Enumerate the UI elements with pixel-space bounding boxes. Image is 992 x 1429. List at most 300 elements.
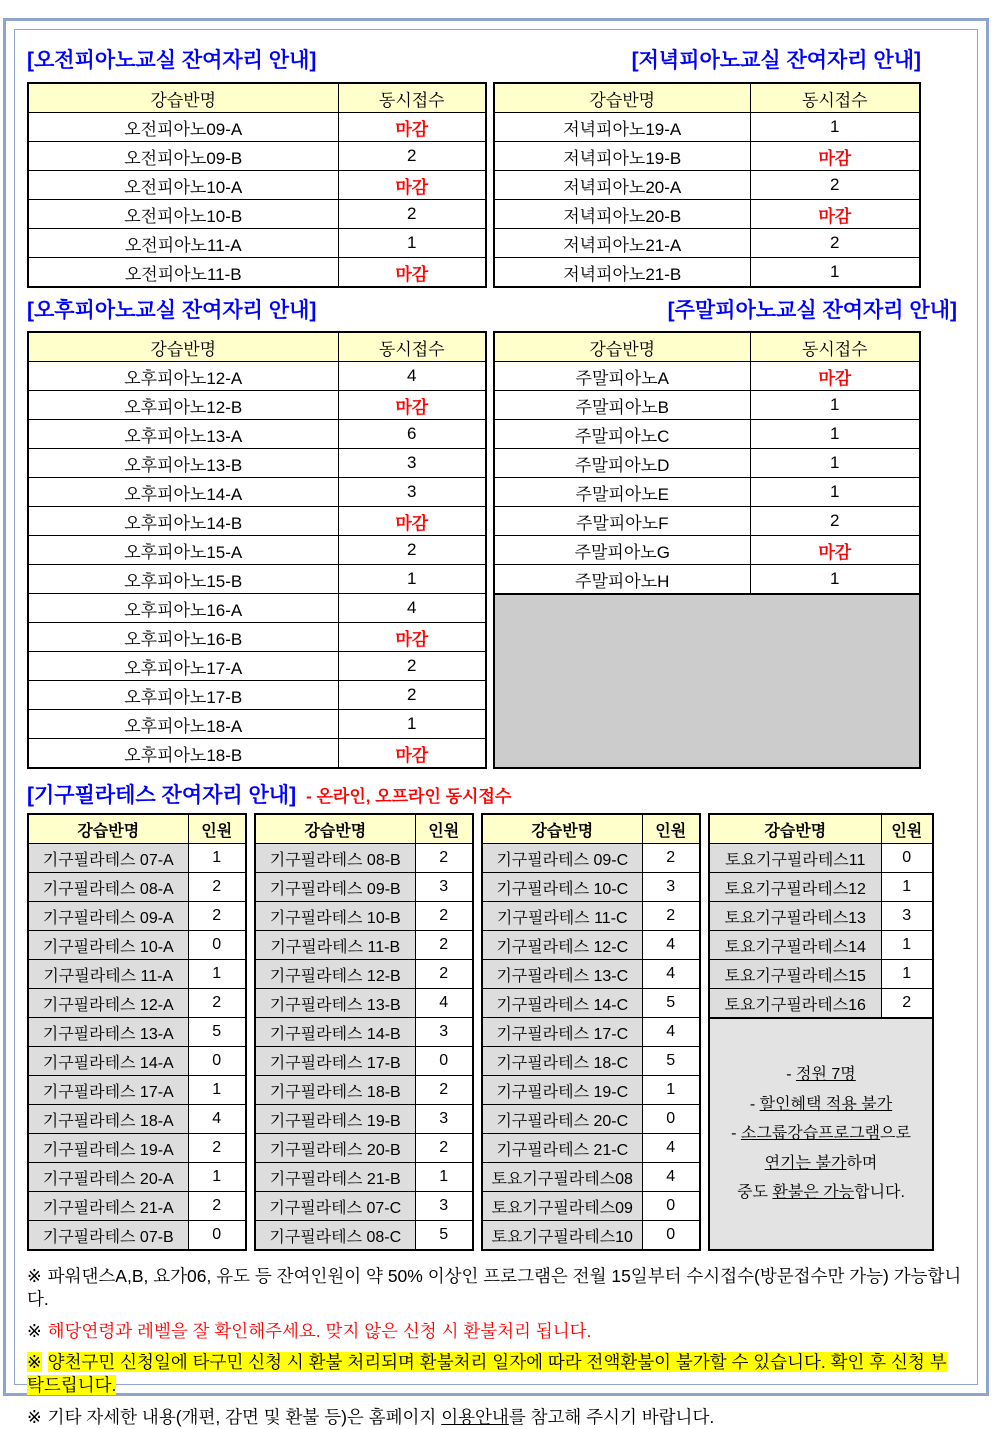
- class-name-cell: 기구필라테스 14-A: [28, 1047, 188, 1076]
- footnote: ※ 해당연령과 레벨을 잘 확인해주세요. 맞지 않은 신청 시 환불처리 됩니다.: [27, 1320, 592, 1341]
- availability-cell: 4: [642, 1018, 700, 1047]
- table-row: [494, 229, 920, 258]
- table-row: [494, 507, 920, 536]
- table-row: [28, 710, 486, 739]
- table-row: [482, 989, 700, 1018]
- table-row: [28, 1018, 246, 1047]
- availability-cell: 2: [338, 536, 486, 565]
- footnote-marker: ※: [27, 1266, 42, 1286]
- class-name-cell: 주말피아노E: [494, 478, 750, 507]
- table-row: [494, 449, 920, 478]
- availability-cell: 마감: [750, 200, 920, 229]
- availability-cell: 2: [188, 989, 246, 1018]
- table-row: [28, 449, 486, 478]
- column-header-class-name: 강습반명: [482, 814, 642, 844]
- column-header-headcount: 인원: [188, 814, 246, 844]
- availability-cell: 1: [188, 960, 246, 989]
- section-title-weekend-piano: [주말피아노교실 잔여자리 안내]: [667, 299, 957, 322]
- table-row: [255, 1076, 473, 1105]
- section-title-afternoon-piano: [오후피아노교실 잔여자리 안내]: [27, 299, 317, 322]
- table-row: [494, 200, 920, 229]
- class-name-cell: 주말피아노C: [494, 420, 750, 449]
- class-name-cell: 오후피아노12-A: [28, 362, 338, 391]
- table-row: [255, 989, 473, 1018]
- empty-cell-filler: [493, 593, 921, 769]
- column-header-headcount: 인원: [642, 814, 700, 844]
- availability-cell: 2: [338, 200, 486, 229]
- class-name-cell: 기구필라테스 11-C: [482, 902, 642, 931]
- table-row: [28, 142, 486, 171]
- table-row: [494, 142, 920, 171]
- morning-piano-table: [27, 82, 487, 288]
- class-name-cell: 기구필라테스 21-A: [28, 1192, 188, 1221]
- table-row: [494, 113, 920, 142]
- table-row: [28, 1163, 246, 1192]
- class-name-cell: 기구필라테스 17-C: [482, 1018, 642, 1047]
- availability-cell: 1: [750, 258, 920, 288]
- class-name-cell: 기구필라테스 12-A: [28, 989, 188, 1018]
- availability-cell: 4: [415, 989, 473, 1018]
- table-row: [28, 623, 486, 652]
- footnote: ※ 기타 자세한 내용(개편, 감면 및 환불 등)은 홈페이지 이용안내를 참고해 주시기 바랍니다.: [27, 1406, 715, 1427]
- weekend-piano-table: [493, 331, 921, 595]
- availability-cell: 3: [415, 1105, 473, 1134]
- class-name-cell: 오후피아노15-B: [28, 565, 338, 594]
- class-name-cell: 기구필라테스 18-B: [255, 1076, 415, 1105]
- table-row: [482, 1105, 700, 1134]
- table-row: [28, 844, 246, 873]
- footnote: ※ 파워댄스A,B, 요가06, 유도 등 잔여인원이 약 50% 이상인 프로그램은 전월 15일부터 수시접수(방문접수만 가능) 가능합니다.: [27, 1266, 962, 1309]
- class-name-cell: 오전피아노10-B: [28, 200, 338, 229]
- table-row: [482, 1192, 700, 1221]
- availability-cell: 0: [642, 1105, 700, 1134]
- class-name-cell: 오후피아노15-A: [28, 536, 338, 565]
- availability-cell: 1: [642, 1076, 700, 1105]
- availability-cell: 2: [642, 844, 700, 873]
- table-row: [28, 113, 486, 142]
- table-row: [482, 1076, 700, 1105]
- column-header-concurrent-registration: 동시접수: [750, 332, 920, 362]
- footnote-marker: ※: [27, 1352, 42, 1373]
- class-name-cell: 토요기구필라테스11: [709, 844, 881, 873]
- table-row: [709, 844, 933, 873]
- availability-cell: 3: [881, 902, 933, 931]
- availability-cell: 5: [415, 1221, 473, 1251]
- notice-document: [15, 30, 977, 1429]
- class-name-cell: 저녁피아노21-A: [494, 229, 750, 258]
- class-name-cell: 기구필라테스 13-B: [255, 989, 415, 1018]
- availability-cell: 1: [750, 391, 920, 420]
- table-row: [28, 652, 486, 681]
- table-row: [709, 931, 933, 960]
- table-row: [482, 1163, 700, 1192]
- class-name-cell: 저녁피아노19-B: [494, 142, 750, 171]
- availability-cell: 4: [642, 931, 700, 960]
- availability-cell: 마감: [338, 391, 486, 420]
- class-name-cell: 기구필라테스 12-B: [255, 960, 415, 989]
- class-name-cell: 오후피아노13-A: [28, 420, 338, 449]
- table-row: [255, 1105, 473, 1134]
- class-name-cell: 기구필라테스 20-B: [255, 1134, 415, 1163]
- availability-cell: 1: [750, 449, 920, 478]
- availability-cell: 마감: [338, 739, 486, 769]
- availability-cell: 마감: [338, 171, 486, 200]
- column-header-headcount: 인원: [881, 814, 933, 844]
- class-name-cell: 기구필라테스 20-A: [28, 1163, 188, 1192]
- class-name-cell: 오후피아노16-B: [28, 623, 338, 652]
- pilates-subtitle: - 온라인, 오프라인 동시접수: [306, 787, 512, 806]
- class-name-cell: 오전피아노11-A: [28, 229, 338, 258]
- pilates-saturday-column: [708, 813, 934, 1251]
- table-row: [28, 989, 246, 1018]
- class-name-cell: 기구필라테스 07-A: [28, 844, 188, 873]
- table-row: [28, 960, 246, 989]
- availability-cell: 3: [338, 449, 486, 478]
- availability-cell: 3: [415, 873, 473, 902]
- table-row: [28, 478, 486, 507]
- class-name-cell: 오전피아노11-B: [28, 258, 338, 288]
- table-row: [255, 1018, 473, 1047]
- note-line: 연기는 불가하며: [764, 1154, 878, 1172]
- note-line: - 정원 7명: [786, 1066, 856, 1084]
- section-title-morning-piano: [오전피아노교실 잔여자리 안내]: [27, 49, 317, 72]
- class-name-cell: 토요기구필라테스10: [482, 1221, 642, 1251]
- column-header-class-name: 강습반명: [494, 332, 750, 362]
- table-row: [482, 1221, 700, 1251]
- column-header-class-name: 강습반명: [28, 332, 338, 362]
- table-row: [28, 507, 486, 536]
- section-title-evening-piano: [저녁피아노교실 잔여자리 안내]: [631, 49, 921, 72]
- table-row: [28, 1047, 246, 1076]
- table-row: [482, 902, 700, 931]
- availability-cell: 5: [188, 1018, 246, 1047]
- table-row: [494, 565, 920, 595]
- footnotes: [27, 1265, 967, 1429]
- page-border-inner: [14, 29, 978, 1427]
- availability-cell: 2: [188, 1192, 246, 1221]
- pilates-policy-note: [708, 1017, 934, 1251]
- availability-cell: 2: [188, 1134, 246, 1163]
- class-name-cell: 기구필라테스 13-C: [482, 960, 642, 989]
- table-row: [28, 420, 486, 449]
- class-name-cell: 기구필라테스 08-B: [255, 844, 415, 873]
- table-row: [255, 902, 473, 931]
- table-row: [28, 200, 486, 229]
- class-name-cell: 기구필라테스 20-C: [482, 1105, 642, 1134]
- availability-cell: 1: [750, 565, 920, 595]
- class-name-cell: 주말피아노H: [494, 565, 750, 595]
- availability-cell: 0: [642, 1221, 700, 1251]
- availability-cell: 2: [415, 844, 473, 873]
- piano-table-pair-bottom: [27, 331, 967, 769]
- table-row: [494, 536, 920, 565]
- availability-cell: 4: [188, 1105, 246, 1134]
- class-name-cell: 기구필라테스 11-A: [28, 960, 188, 989]
- table-row: [482, 873, 700, 902]
- class-name-cell: 기구필라테스 17-A: [28, 1076, 188, 1105]
- table-row: [709, 989, 933, 1019]
- availability-cell: 0: [188, 1047, 246, 1076]
- availability-cell: 1: [415, 1163, 473, 1192]
- availability-cell: 3: [415, 1018, 473, 1047]
- table-row: [28, 565, 486, 594]
- availability-cell: 3: [338, 478, 486, 507]
- table-row: [28, 1221, 246, 1251]
- class-name-cell: 오후피아노14-A: [28, 478, 338, 507]
- table-row: [482, 1018, 700, 1047]
- class-name-cell: 토요기구필라테스08: [482, 1163, 642, 1192]
- pilates-tables-row: [27, 813, 967, 1251]
- class-name-cell: 기구필라테스 11-B: [255, 931, 415, 960]
- table-row: [494, 171, 920, 200]
- class-name-cell: 저녁피아노21-B: [494, 258, 750, 288]
- availability-cell: 2: [415, 1076, 473, 1105]
- class-name-cell: 기구필라테스 08-C: [255, 1221, 415, 1251]
- class-name-cell: 기구필라테스 12-C: [482, 931, 642, 960]
- table-row: [28, 229, 486, 258]
- table-row: [28, 931, 246, 960]
- availability-cell: 2: [750, 229, 920, 258]
- table-row: [28, 536, 486, 565]
- availability-cell: 2: [338, 681, 486, 710]
- availability-cell: 2: [415, 960, 473, 989]
- class-name-cell: 기구필라테스 09-A: [28, 902, 188, 931]
- class-name-cell: 저녁피아노20-A: [494, 171, 750, 200]
- column-header-class-name: 강습반명: [28, 814, 188, 844]
- class-name-cell: 오전피아노09-A: [28, 113, 338, 142]
- class-name-cell: 오후피아노13-B: [28, 449, 338, 478]
- class-name-cell: 기구필라테스 10-C: [482, 873, 642, 902]
- availability-cell: 4: [642, 960, 700, 989]
- table-row: [709, 960, 933, 989]
- footnote-marker: ※: [27, 1406, 42, 1427]
- availability-cell: 2: [750, 507, 920, 536]
- class-name-cell: 기구필라테스 09-C: [482, 844, 642, 873]
- pilates-table-a: [27, 813, 247, 1251]
- class-name-cell: 저녁피아노19-A: [494, 113, 750, 142]
- class-name-cell: 토요기구필라테스12: [709, 873, 881, 902]
- availability-cell: 1: [881, 931, 933, 960]
- availability-cell: 0: [415, 1047, 473, 1076]
- availability-cell: 1: [881, 960, 933, 989]
- class-name-cell: 오후피아노17-B: [28, 681, 338, 710]
- table-row: [28, 681, 486, 710]
- table-row: [28, 1134, 246, 1163]
- availability-cell: 3: [415, 1192, 473, 1221]
- table-row: [28, 1192, 246, 1221]
- availability-cell: 4: [642, 1134, 700, 1163]
- table-row: [482, 960, 700, 989]
- availability-cell: 마감: [750, 362, 920, 391]
- class-name-cell: 기구필라테스 19-C: [482, 1076, 642, 1105]
- class-name-cell: 기구필라테스 07-B: [28, 1221, 188, 1251]
- piano-table-pair-top: [27, 82, 967, 288]
- table-row: [28, 902, 246, 931]
- availability-cell: 2: [338, 142, 486, 171]
- class-name-cell: 주말피아노F: [494, 507, 750, 536]
- class-name-cell: 기구필라테스 10-A: [28, 931, 188, 960]
- class-name-cell: 기구필라테스 14-C: [482, 989, 642, 1018]
- class-name-cell: 토요기구필라테스09: [482, 1192, 642, 1221]
- footnote: ※ 양천구민 신청일에 타구민 신청 시 환불 처리되며 환불처리 일자에 따라 전액환불이 불가할 수 있습니다. 확인 후 신청 부탁드립니다.: [27, 1352, 947, 1395]
- table-row: [28, 739, 486, 769]
- availability-cell: 마감: [750, 536, 920, 565]
- class-name-cell: 오전피아노10-A: [28, 171, 338, 200]
- availability-cell: 3: [642, 873, 700, 902]
- class-name-cell: 토요기구필라테스14: [709, 931, 881, 960]
- availability-cell: 5: [642, 989, 700, 1018]
- availability-cell: 4: [642, 1163, 700, 1192]
- availability-cell: 마감: [338, 258, 486, 288]
- class-name-cell: 기구필라테스 21-B: [255, 1163, 415, 1192]
- availability-cell: 1: [750, 478, 920, 507]
- table-row: [255, 931, 473, 960]
- class-name-cell: 오후피아노17-A: [28, 652, 338, 681]
- table-row: [28, 362, 486, 391]
- column-header-class-name: 강습반명: [494, 83, 750, 113]
- class-name-cell: 오후피아노12-B: [28, 391, 338, 420]
- column-header-concurrent-registration: 동시접수: [750, 83, 920, 113]
- table-row: [28, 171, 486, 200]
- availability-cell: 1: [188, 1076, 246, 1105]
- table-row: [28, 873, 246, 902]
- class-name-cell: 기구필라테스 19-A: [28, 1134, 188, 1163]
- pilates-table-c: [481, 813, 701, 1251]
- class-name-cell: 기구필라테스 18-C: [482, 1047, 642, 1076]
- note-line: - 할인혜택 적용 불가: [749, 1095, 893, 1113]
- class-name-cell: 기구필라테스 08-A: [28, 873, 188, 902]
- table-row: [494, 362, 920, 391]
- pilates-table-saturday: [708, 813, 934, 1019]
- availability-cell: 2: [188, 873, 246, 902]
- class-name-cell: 오후피아노14-B: [28, 507, 338, 536]
- availability-cell: 마감: [750, 142, 920, 171]
- availability-cell: 2: [881, 989, 933, 1019]
- table-row: [28, 1105, 246, 1134]
- table-row: [482, 1047, 700, 1076]
- availability-cell: 0: [188, 1221, 246, 1251]
- class-name-cell: 기구필라테스 21-C: [482, 1134, 642, 1163]
- table-row: [482, 844, 700, 873]
- class-name-cell: 오후피아노16-A: [28, 594, 338, 623]
- column-header-concurrent-registration: 동시접수: [338, 83, 486, 113]
- availability-cell: 1: [188, 844, 246, 873]
- pilates-title-row: [27, 779, 967, 809]
- availability-cell: 1: [338, 565, 486, 594]
- table-row: [709, 873, 933, 902]
- class-name-cell: 오후피아노18-B: [28, 739, 338, 769]
- availability-cell: 2: [188, 902, 246, 931]
- page-border: [3, 18, 989, 1427]
- table-row: [255, 1221, 473, 1251]
- class-name-cell: 기구필라테스 07-C: [255, 1192, 415, 1221]
- class-name-cell: 주말피아노B: [494, 391, 750, 420]
- footnote-marker: ※: [27, 1320, 42, 1341]
- availability-cell: 2: [415, 1134, 473, 1163]
- table-row: [255, 873, 473, 902]
- class-name-cell: 기구필라테스 09-B: [255, 873, 415, 902]
- table-row: [482, 931, 700, 960]
- availability-cell: 4: [338, 594, 486, 623]
- table-row: [494, 258, 920, 288]
- class-name-cell: 기구필라테스 18-A: [28, 1105, 188, 1134]
- availability-cell: 2: [642, 902, 700, 931]
- availability-cell: 1: [750, 113, 920, 142]
- class-name-cell: 토요기구필라테스16: [709, 989, 881, 1019]
- table-row: [255, 1192, 473, 1221]
- table-row: [494, 478, 920, 507]
- availability-cell: 마감: [338, 507, 486, 536]
- availability-cell: 마감: [338, 113, 486, 142]
- class-name-cell: 토요기구필라테스13: [709, 902, 881, 931]
- availability-cell: 1: [338, 229, 486, 258]
- note-line: - 소그룹강습프로그램으로: [731, 1125, 911, 1143]
- column-header-class-name: 강습반명: [28, 83, 338, 113]
- table-row: [28, 258, 486, 288]
- availability-cell: 0: [881, 844, 933, 873]
- class-name-cell: 오후피아노18-A: [28, 710, 338, 739]
- availability-cell: 0: [188, 931, 246, 960]
- class-name-cell: 주말피아노A: [494, 362, 750, 391]
- availability-cell: 마감: [338, 623, 486, 652]
- table-row: [255, 844, 473, 873]
- availability-cell: 6: [338, 420, 486, 449]
- availability-cell: 5: [642, 1047, 700, 1076]
- class-name-cell: 주말피아노G: [494, 536, 750, 565]
- table-row: [28, 1076, 246, 1105]
- class-name-cell: 기구필라테스 10-B: [255, 902, 415, 931]
- availability-cell: 1: [750, 420, 920, 449]
- table-row: [709, 902, 933, 931]
- table-row: [255, 1134, 473, 1163]
- table-row: [28, 594, 486, 623]
- availability-cell: 2: [750, 171, 920, 200]
- class-name-cell: 토요기구필라테스15: [709, 960, 881, 989]
- class-name-cell: 기구필라테스 17-B: [255, 1047, 415, 1076]
- class-name-cell: 오전피아노09-B: [28, 142, 338, 171]
- availability-cell: 4: [338, 362, 486, 391]
- availability-cell: 1: [881, 873, 933, 902]
- pilates-table-b: [254, 813, 474, 1251]
- availability-cell: 1: [338, 710, 486, 739]
- class-name-cell: 주말피아노D: [494, 449, 750, 478]
- availability-cell: 2: [338, 652, 486, 681]
- class-name-cell: 기구필라테스 13-A: [28, 1018, 188, 1047]
- column-header-class-name: 강습반명: [255, 814, 415, 844]
- column-header-class-name: 강습반명: [709, 814, 881, 844]
- title-row-2: [27, 294, 967, 324]
- table-row: [255, 1163, 473, 1192]
- table-row: [482, 1134, 700, 1163]
- title-row-1: [27, 44, 967, 74]
- weekend-piano-column: [493, 331, 921, 769]
- class-name-cell: 기구필라테스 19-B: [255, 1105, 415, 1134]
- note-line: 중도 환불은 가능합니다.: [737, 1184, 905, 1202]
- section-title-pilates: [기구필라테스 잔여자리 안내]: [27, 784, 297, 807]
- class-name-cell: 기구필라테스 14-B: [255, 1018, 415, 1047]
- column-header-concurrent-registration: 동시접수: [338, 332, 486, 362]
- availability-cell: 0: [642, 1192, 700, 1221]
- availability-cell: 2: [415, 931, 473, 960]
- table-row: [494, 420, 920, 449]
- afternoon-piano-table: [27, 331, 487, 769]
- column-header-headcount: 인원: [415, 814, 473, 844]
- availability-cell: 2: [415, 902, 473, 931]
- table-row: [255, 1047, 473, 1076]
- table-row: [494, 391, 920, 420]
- evening-piano-table: [493, 82, 921, 288]
- table-row: [255, 960, 473, 989]
